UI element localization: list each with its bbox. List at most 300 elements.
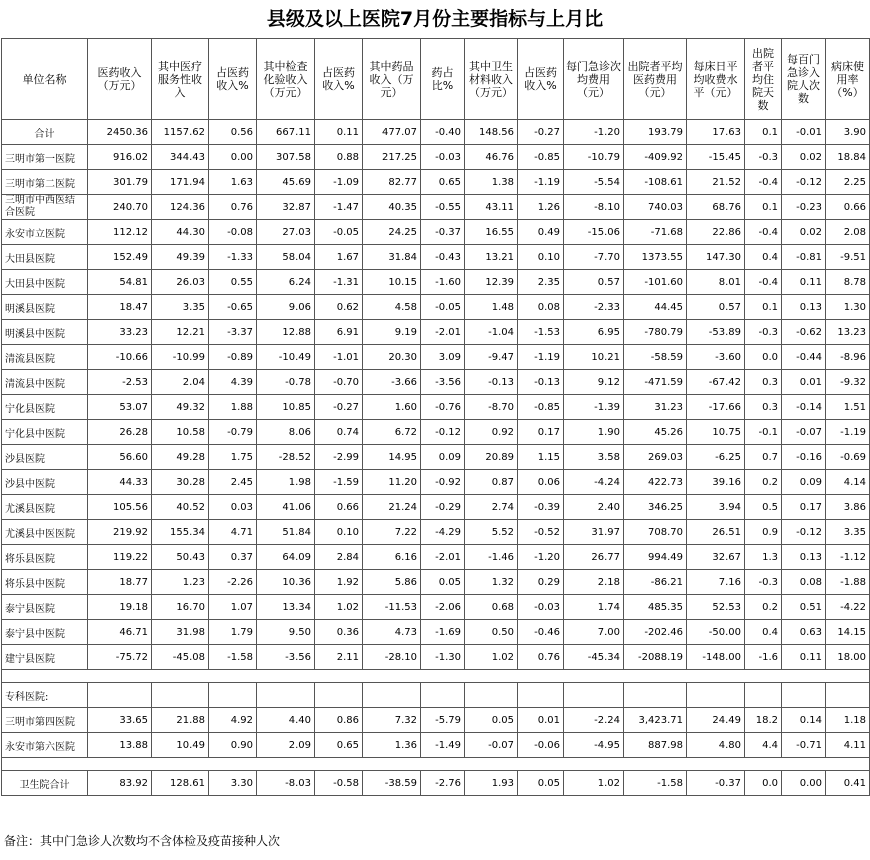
value-cell: 20.89 — [465, 445, 518, 470]
value-cell: 13.21 — [465, 245, 518, 270]
indicator-table — [1, 38, 870, 796]
value-cell: -0.78 — [257, 370, 315, 395]
value-cell: 0.3 — [745, 395, 782, 420]
table-row — [2, 120, 870, 145]
value-cell: 0.10 — [518, 245, 564, 270]
value-cell: 119.22 — [88, 545, 152, 570]
value-cell: -1.12 — [826, 545, 870, 570]
value-cell: -202.46 — [624, 620, 687, 645]
table-row — [2, 145, 870, 170]
value-cell: -409.92 — [624, 145, 687, 170]
value-cell: 0.02 — [782, 220, 826, 245]
value-cell: 0.10 — [315, 520, 363, 545]
value-cell: 0.90 — [209, 733, 257, 758]
table-row — [2, 420, 870, 445]
value-cell: 740.03 — [624, 195, 687, 220]
column-header: 其中医疗服务性收入 — [152, 39, 209, 120]
value-cell: 31.97 — [564, 520, 624, 545]
value-cell: 2.40 — [564, 495, 624, 520]
value-cell: 2.45 — [209, 470, 257, 495]
value-cell: 1.74 — [564, 595, 624, 620]
unit-name-cell: 尤溪县医院 — [2, 495, 88, 520]
empty-cell — [363, 683, 421, 708]
spacer-row — [2, 670, 870, 683]
value-cell: 0.11 — [782, 270, 826, 295]
table-row — [2, 545, 870, 570]
value-cell: 10.21 — [564, 345, 624, 370]
value-cell: 916.02 — [88, 145, 152, 170]
value-cell: 0.51 — [782, 595, 826, 620]
value-cell: -15.06 — [564, 220, 624, 245]
value-cell: -0.4 — [745, 270, 782, 295]
value-cell: 2.25 — [826, 170, 870, 195]
column-header: 每百门急诊入院人次数 — [782, 39, 826, 120]
value-cell: 33.23 — [88, 320, 152, 345]
empty-cell — [257, 683, 315, 708]
value-cell: 64.09 — [257, 545, 315, 570]
value-cell: -9.51 — [826, 245, 870, 270]
table-row — [2, 595, 870, 620]
value-cell: 0.01 — [518, 708, 564, 733]
value-cell: 3.86 — [826, 495, 870, 520]
value-cell: 46.71 — [88, 620, 152, 645]
value-cell: -1.04 — [465, 320, 518, 345]
value-cell: 1.02 — [315, 595, 363, 620]
value-cell: -5.54 — [564, 170, 624, 195]
empty-cell — [624, 683, 687, 708]
footnote: 备注：其中门急诊人次数均不含体检及疫苗接种人次 — [4, 834, 281, 848]
value-cell: -0.05 — [315, 220, 363, 245]
value-cell: -2.33 — [564, 295, 624, 320]
column-header: 其中药品收入（万元） — [363, 39, 421, 120]
value-cell: 1.38 — [465, 170, 518, 195]
table-row — [2, 170, 870, 195]
value-cell: 1373.55 — [624, 245, 687, 270]
column-header: 出院者平均医药费用（元） — [624, 39, 687, 120]
value-cell: 0.5 — [745, 495, 782, 520]
value-cell: -0.76 — [421, 395, 465, 420]
value-cell: 0.87 — [465, 470, 518, 495]
value-cell: 13.34 — [257, 595, 315, 620]
value-cell: 50.43 — [152, 545, 209, 570]
value-cell: -0.14 — [782, 395, 826, 420]
value-cell: 0.0 — [745, 345, 782, 370]
value-cell: 44.30 — [152, 220, 209, 245]
value-cell: 4.11 — [826, 733, 870, 758]
value-cell: 6.91 — [315, 320, 363, 345]
value-cell: 17.63 — [687, 120, 745, 145]
value-cell: 0.49 — [518, 220, 564, 245]
value-cell: -1.01 — [315, 345, 363, 370]
value-cell: -148.00 — [687, 645, 745, 670]
column-header: 出院者平均住院天数 — [745, 39, 782, 120]
table-row — [2, 645, 870, 670]
value-cell: -28.52 — [257, 445, 315, 470]
value-cell: 82.77 — [363, 170, 421, 195]
value-cell: 477.07 — [363, 120, 421, 145]
value-cell: 12.88 — [257, 320, 315, 345]
value-cell: -0.12 — [782, 170, 826, 195]
value-cell: 0.29 — [518, 570, 564, 595]
column-header: 其中卫生材料收入（万元） — [465, 39, 518, 120]
value-cell: -4.95 — [564, 733, 624, 758]
value-cell: 11.20 — [363, 470, 421, 495]
value-cell: 1.90 — [564, 420, 624, 445]
value-cell: 83.92 — [88, 771, 152, 796]
value-cell: 32.67 — [687, 545, 745, 570]
value-cell: -101.60 — [624, 270, 687, 295]
value-cell: 2.09 — [257, 733, 315, 758]
unit-name-cell: 将乐县医院 — [2, 545, 88, 570]
value-cell: 0.2 — [745, 470, 782, 495]
value-cell: 1.48 — [465, 295, 518, 320]
column-header: 病床使用率（%） — [826, 39, 870, 120]
value-cell: 12.21 — [152, 320, 209, 345]
value-cell: 219.92 — [88, 520, 152, 545]
value-cell: 0.56 — [209, 120, 257, 145]
value-cell: -71.68 — [624, 220, 687, 245]
value-cell: 1.3 — [745, 545, 782, 570]
value-cell: 0.08 — [518, 295, 564, 320]
value-cell: 0.1 — [745, 295, 782, 320]
value-cell: -0.58 — [315, 771, 363, 796]
value-cell: 667.11 — [257, 120, 315, 145]
value-cell: 32.87 — [257, 195, 315, 220]
value-cell: 1.30 — [826, 295, 870, 320]
value-cell: -1.6 — [745, 645, 782, 670]
unit-name-cell: 合计 — [2, 120, 88, 145]
value-cell: 9.19 — [363, 320, 421, 345]
value-cell: -38.59 — [363, 771, 421, 796]
value-cell: 4.40 — [257, 708, 315, 733]
unit-name-cell: 宁化县中医院 — [2, 420, 88, 445]
value-cell: -1.46 — [465, 545, 518, 570]
value-cell: 40.52 — [152, 495, 209, 520]
value-cell: 128.61 — [152, 771, 209, 796]
value-cell: 0.68 — [465, 595, 518, 620]
value-cell: -0.01 — [782, 120, 826, 145]
value-cell: 8.06 — [257, 420, 315, 445]
value-cell: -0.3 — [745, 145, 782, 170]
value-cell: -9.47 — [465, 345, 518, 370]
value-cell: 43.11 — [465, 195, 518, 220]
value-cell: 0.57 — [687, 295, 745, 320]
value-cell: 49.28 — [152, 445, 209, 470]
value-cell: 0.06 — [518, 470, 564, 495]
value-cell: 22.86 — [687, 220, 745, 245]
value-cell: -2.01 — [421, 545, 465, 570]
value-cell: -0.06 — [518, 733, 564, 758]
value-cell: 0.05 — [421, 570, 465, 595]
value-cell: 708.70 — [624, 520, 687, 545]
value-cell: -3.66 — [363, 370, 421, 395]
value-cell: 1.88 — [209, 395, 257, 420]
value-cell: 3.94 — [687, 495, 745, 520]
value-cell: 21.24 — [363, 495, 421, 520]
value-cell: 1.15 — [518, 445, 564, 470]
unit-name-cell: 永安市立医院 — [2, 220, 88, 245]
value-cell: -0.39 — [518, 495, 564, 520]
unit-name-cell: 泰宁县中医院 — [2, 620, 88, 645]
value-cell: 7.32 — [363, 708, 421, 733]
value-cell: -10.99 — [152, 345, 209, 370]
table-row — [2, 295, 870, 320]
value-cell: -0.70 — [315, 370, 363, 395]
value-cell: -0.52 — [518, 520, 564, 545]
value-cell: 18.47 — [88, 295, 152, 320]
value-cell: 27.03 — [257, 220, 315, 245]
table-header-row — [2, 39, 870, 120]
value-cell: 16.70 — [152, 595, 209, 620]
empty-cell — [687, 683, 745, 708]
value-cell: -15.45 — [687, 145, 745, 170]
column-header: 医药收入（万元） — [88, 39, 152, 120]
value-cell: -0.69 — [826, 445, 870, 470]
value-cell: -108.61 — [624, 170, 687, 195]
value-cell: 33.65 — [88, 708, 152, 733]
unit-name-cell: 三明市中西医结合医院 — [2, 195, 88, 220]
value-cell: -45.34 — [564, 645, 624, 670]
value-cell: -0.03 — [518, 595, 564, 620]
value-cell: 6.95 — [564, 320, 624, 345]
value-cell: 0.17 — [782, 495, 826, 520]
value-cell: 0.4 — [745, 245, 782, 270]
value-cell: -0.62 — [782, 320, 826, 345]
value-cell: -45.08 — [152, 645, 209, 670]
value-cell: 4.73 — [363, 620, 421, 645]
value-cell: 0.92 — [465, 420, 518, 445]
value-cell: 5.52 — [465, 520, 518, 545]
value-cell: 9.06 — [257, 295, 315, 320]
value-cell: 0.66 — [315, 495, 363, 520]
unit-name-cell: 宁化县医院 — [2, 395, 88, 420]
unit-name-cell: 永安市第六医院 — [2, 733, 88, 758]
value-cell: -0.65 — [209, 295, 257, 320]
value-cell: 217.25 — [363, 145, 421, 170]
value-cell: 49.39 — [152, 245, 209, 270]
value-cell: 1.23 — [152, 570, 209, 595]
value-cell: -1.19 — [826, 420, 870, 445]
value-cell: 0.66 — [826, 195, 870, 220]
value-cell: 1.02 — [465, 645, 518, 670]
value-cell: 0.03 — [209, 495, 257, 520]
value-cell: -10.49 — [257, 345, 315, 370]
unit-name-cell: 大田县中医院 — [2, 270, 88, 295]
value-cell: 152.49 — [88, 245, 152, 270]
value-cell: 0.65 — [315, 733, 363, 758]
value-cell: 1.18 — [826, 708, 870, 733]
empty-cell — [88, 683, 152, 708]
empty-cell — [421, 683, 465, 708]
value-cell: 26.51 — [687, 520, 745, 545]
column-header: 每门急诊次均费用（元） — [564, 39, 624, 120]
value-cell: -6.25 — [687, 445, 745, 470]
value-cell: -0.44 — [782, 345, 826, 370]
value-cell: 68.76 — [687, 195, 745, 220]
value-cell: -2.53 — [88, 370, 152, 395]
value-cell: -8.70 — [465, 395, 518, 420]
value-cell: 0.50 — [465, 620, 518, 645]
value-cell: 6.16 — [363, 545, 421, 570]
unit-name-cell: 卫生院合计 — [2, 771, 88, 796]
value-cell: -471.59 — [624, 370, 687, 395]
column-header: 其中检查化验收入（万元） — [257, 39, 315, 120]
value-cell: -7.70 — [564, 245, 624, 270]
value-cell: 0.05 — [465, 708, 518, 733]
value-cell: -2.24 — [564, 708, 624, 733]
value-cell: -1.09 — [315, 170, 363, 195]
value-cell: 52.53 — [687, 595, 745, 620]
value-cell: -0.81 — [782, 245, 826, 270]
value-cell: 49.32 — [152, 395, 209, 420]
value-cell: -1.31 — [315, 270, 363, 295]
value-cell: 1.26 — [518, 195, 564, 220]
value-cell: 18.84 — [826, 145, 870, 170]
value-cell: -75.72 — [88, 645, 152, 670]
value-cell: 1.63 — [209, 170, 257, 195]
value-cell: -0.79 — [209, 420, 257, 445]
unit-name-cell: 明溪县医院 — [2, 295, 88, 320]
value-cell: -0.89 — [209, 345, 257, 370]
section-label: 专科医院: — [2, 683, 88, 708]
value-cell: -1.69 — [421, 620, 465, 645]
value-cell: 0.13 — [782, 545, 826, 570]
value-cell: -2.01 — [421, 320, 465, 345]
spacer-cell — [2, 670, 870, 683]
value-cell: 3.35 — [826, 520, 870, 545]
value-cell: -86.21 — [624, 570, 687, 595]
value-cell: 0.65 — [421, 170, 465, 195]
value-cell: 887.98 — [624, 733, 687, 758]
value-cell: -0.05 — [421, 295, 465, 320]
unit-name-cell: 明溪县中医院 — [2, 320, 88, 345]
table-row — [2, 470, 870, 495]
value-cell: 0.76 — [209, 195, 257, 220]
value-cell: 31.84 — [363, 245, 421, 270]
value-cell: 14.15 — [826, 620, 870, 645]
value-cell: -0.29 — [421, 495, 465, 520]
empty-cell — [315, 683, 363, 708]
value-cell: 0.0 — [745, 771, 782, 796]
value-cell: 58.04 — [257, 245, 315, 270]
value-cell: 2.74 — [465, 495, 518, 520]
value-cell: -1.19 — [518, 170, 564, 195]
value-cell: -1.88 — [826, 570, 870, 595]
value-cell: 0.05 — [518, 771, 564, 796]
value-cell: 24.49 — [687, 708, 745, 733]
value-cell: -8.96 — [826, 345, 870, 370]
value-cell: -17.66 — [687, 395, 745, 420]
value-cell: 0.7 — [745, 445, 782, 470]
value-cell: -0.37 — [421, 220, 465, 245]
value-cell: 20.30 — [363, 345, 421, 370]
value-cell: 4.14 — [826, 470, 870, 495]
value-cell: 0.4 — [745, 620, 782, 645]
empty-cell — [826, 683, 870, 708]
column-header: 药占比% — [421, 39, 465, 120]
table-row — [2, 320, 870, 345]
value-cell: -0.1 — [745, 420, 782, 445]
unit-name-cell: 三明市第一医院 — [2, 145, 88, 170]
column-header: 占医药收入% — [209, 39, 257, 120]
value-cell: 112.12 — [88, 220, 152, 245]
value-cell: 1.75 — [209, 445, 257, 470]
value-cell: -1.33 — [209, 245, 257, 270]
value-cell: 0.88 — [315, 145, 363, 170]
value-cell: -1.49 — [421, 733, 465, 758]
value-cell: 0.86 — [315, 708, 363, 733]
spacer-cell — [2, 758, 870, 771]
unit-name-cell: 沙县医院 — [2, 445, 88, 470]
table-row — [2, 771, 870, 796]
value-cell: 0.17 — [518, 420, 564, 445]
value-cell: -9.32 — [826, 370, 870, 395]
value-cell: 0.37 — [209, 545, 257, 570]
value-cell: 0.09 — [782, 470, 826, 495]
unit-name-cell: 建宁县医院 — [2, 645, 88, 670]
value-cell: 0.9 — [745, 520, 782, 545]
value-cell: 24.25 — [363, 220, 421, 245]
value-cell: -1.47 — [315, 195, 363, 220]
value-cell: 26.03 — [152, 270, 209, 295]
value-cell: -0.85 — [518, 145, 564, 170]
value-cell: -0.27 — [518, 120, 564, 145]
unit-name-cell: 尤溪县中医医院 — [2, 520, 88, 545]
value-cell: 44.45 — [624, 295, 687, 320]
value-cell: 307.58 — [257, 145, 315, 170]
value-cell: 0.01 — [782, 370, 826, 395]
value-cell: -0.07 — [782, 420, 826, 445]
value-cell: 13.23 — [826, 320, 870, 345]
empty-cell — [518, 683, 564, 708]
value-cell: -2088.19 — [624, 645, 687, 670]
value-cell: 10.58 — [152, 420, 209, 445]
unit-name-cell: 沙县中医院 — [2, 470, 88, 495]
value-cell: 4.4 — [745, 733, 782, 758]
value-cell: 171.94 — [152, 170, 209, 195]
value-cell: 4.39 — [209, 370, 257, 395]
value-cell: 1.93 — [465, 771, 518, 796]
value-cell: 18.77 — [88, 570, 152, 595]
value-cell: 0.00 — [209, 145, 257, 170]
value-cell: 148.56 — [465, 120, 518, 145]
value-cell: 45.69 — [257, 170, 315, 195]
value-cell: 422.73 — [624, 470, 687, 495]
column-header: 每床日平均收费水平（元） — [687, 39, 745, 120]
value-cell: -28.10 — [363, 645, 421, 670]
table-row — [2, 520, 870, 545]
value-cell: 1.60 — [363, 395, 421, 420]
value-cell: 39.16 — [687, 470, 745, 495]
value-cell: -50.00 — [687, 620, 745, 645]
value-cell: 0.3 — [745, 370, 782, 395]
value-cell: -1.53 — [518, 320, 564, 345]
value-cell: 9.12 — [564, 370, 624, 395]
value-cell: -0.13 — [518, 370, 564, 395]
table-row — [2, 395, 870, 420]
value-cell: -0.43 — [421, 245, 465, 270]
value-cell: -2.99 — [315, 445, 363, 470]
section-row — [2, 683, 870, 708]
value-cell: 31.23 — [624, 395, 687, 420]
value-cell: -0.46 — [518, 620, 564, 645]
value-cell: 21.52 — [687, 170, 745, 195]
value-cell: 1.92 — [315, 570, 363, 595]
value-cell: -1.20 — [518, 545, 564, 570]
value-cell: 10.85 — [257, 395, 315, 420]
value-cell: 10.75 — [687, 420, 745, 445]
table-row — [2, 270, 870, 295]
